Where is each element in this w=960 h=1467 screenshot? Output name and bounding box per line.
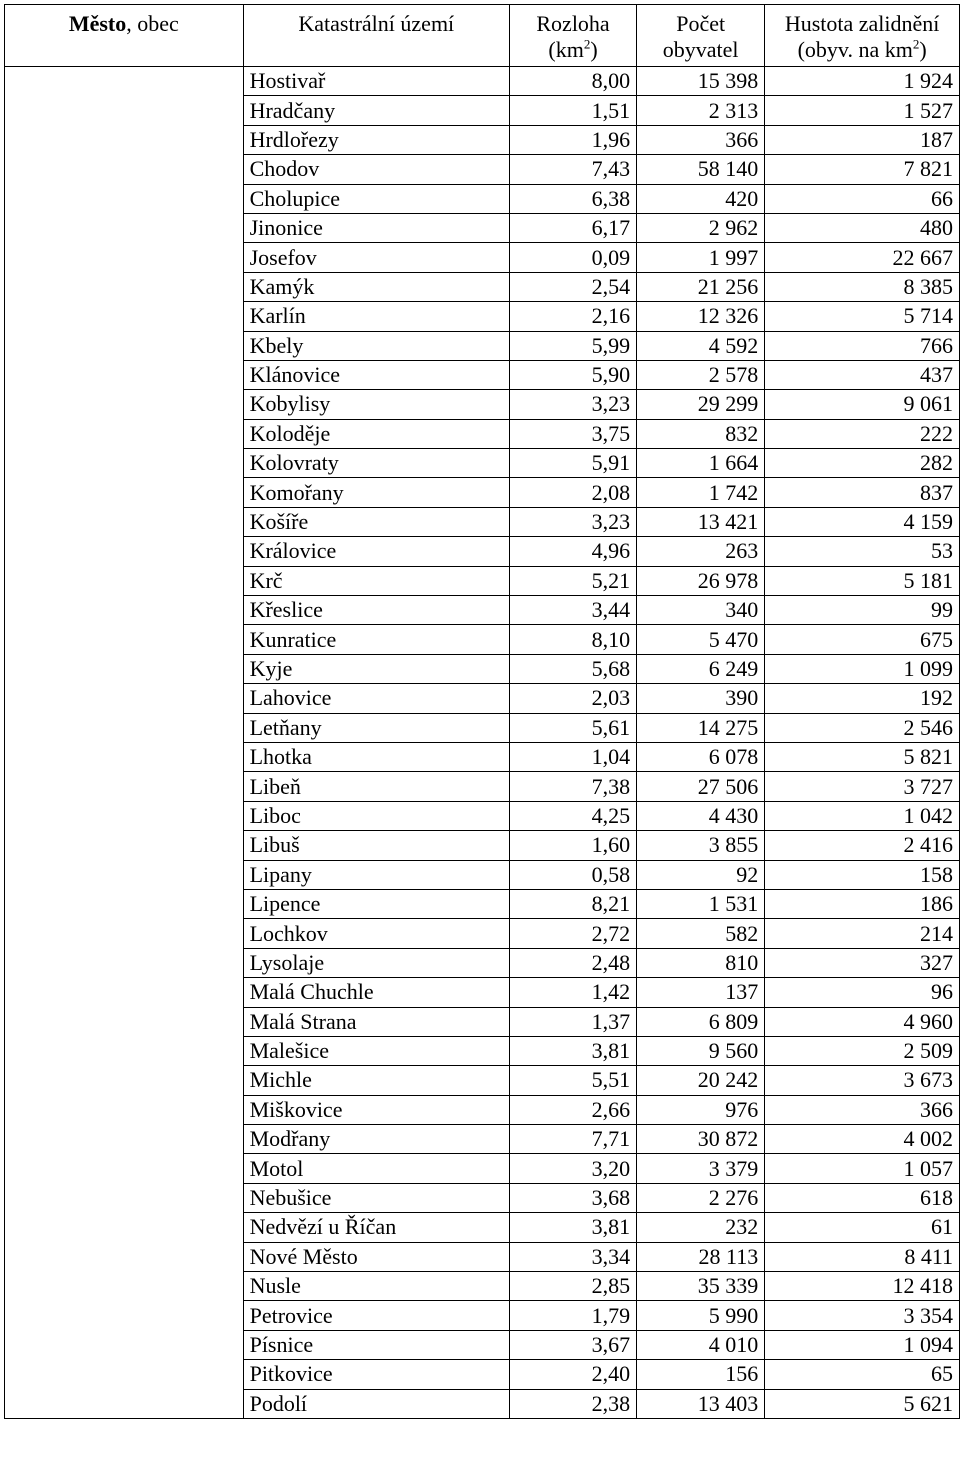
area-value: 4,25 [510,801,637,830]
population-value: 1 531 [637,889,765,918]
table-row [5,713,960,742]
city-cell [5,1125,244,1154]
cadastral-name: Kobylisy [243,390,509,419]
population-value: 27 506 [637,772,765,801]
city-cell [5,213,244,242]
density-value: 1 042 [765,801,960,830]
density-value: 2 546 [765,713,960,742]
population-value: 2 276 [637,1183,765,1212]
cadastral-name: Královice [243,537,509,566]
cadastral-name: Lipany [243,860,509,889]
cadastral-name: Libeň [243,772,509,801]
cadastral-name: Podolí [243,1389,509,1418]
density-value: 12 418 [765,1272,960,1301]
table-row [5,654,960,683]
table-row [5,1389,960,1418]
city-cell [5,1183,244,1212]
density-value: 65 [765,1360,960,1389]
city-cell [5,184,244,213]
area-value: 0,09 [510,243,637,272]
table-row [5,1330,960,1359]
density-value: 5 621 [765,1389,960,1418]
population-value: 582 [637,919,765,948]
population-value: 58 140 [637,155,765,184]
cadastral-name: Petrovice [243,1301,509,1330]
city-cell [5,801,244,830]
table-row [5,1272,960,1301]
cadastral-name: Lysolaje [243,948,509,977]
population-value: 6 078 [637,742,765,771]
area-value: 8,21 [510,889,637,918]
cadastral-name: Kyje [243,654,509,683]
density-value: 9 061 [765,390,960,419]
population-value: 26 978 [637,566,765,595]
area-value: 0,58 [510,860,637,889]
area-value: 3,23 [510,507,637,536]
cadastral-name: Motol [243,1154,509,1183]
area-value: 5,99 [510,331,637,360]
population-value: 28 113 [637,1242,765,1271]
header-population: Počet obyvatel [637,5,765,67]
table-row [5,742,960,771]
table-row [5,272,960,301]
table-row [5,919,960,948]
cadastral-name: Pitkovice [243,1360,509,1389]
area-value: 6,17 [510,213,637,242]
population-value: 9 560 [637,1036,765,1065]
city-cell [5,978,244,1007]
table-row [5,860,960,889]
density-value: 61 [765,1213,960,1242]
city-cell [5,596,244,625]
table-row [5,1301,960,1330]
density-value: 222 [765,419,960,448]
cadastral-name: Křeslice [243,596,509,625]
table-row [5,449,960,478]
table-row [5,390,960,419]
population-value: 4 430 [637,801,765,830]
density-value: 22 667 [765,243,960,272]
density-value: 366 [765,1095,960,1124]
density-value: 186 [765,889,960,918]
area-value: 3,34 [510,1242,637,1271]
density-value: 8 385 [765,272,960,301]
table-row [5,1095,960,1124]
area-value: 6,38 [510,184,637,213]
city-cell [5,67,244,96]
population-value: 340 [637,596,765,625]
city-cell [5,1272,244,1301]
density-value: 66 [765,184,960,213]
area-value: 2,38 [510,1389,637,1418]
table-row [5,889,960,918]
city-cell [5,302,244,331]
cadastral-name: Letňany [243,713,509,742]
density-value: 327 [765,948,960,977]
population-value: 420 [637,184,765,213]
city-cell [5,478,244,507]
area-value: 5,61 [510,713,637,742]
city-cell [5,1154,244,1183]
cadastral-name: Cholupice [243,184,509,213]
density-value: 5 714 [765,302,960,331]
population-value: 30 872 [637,1125,765,1154]
density-value: 5 181 [765,566,960,595]
cadastral-name: Nusle [243,1272,509,1301]
density-value: 618 [765,1183,960,1212]
cadastral-name: Josefov [243,243,509,272]
area-value: 2,72 [510,919,637,948]
population-value: 21 256 [637,272,765,301]
population-value: 137 [637,978,765,1007]
table-row [5,1066,960,1095]
area-value: 2,54 [510,272,637,301]
table-row [5,67,960,96]
area-value: 1,42 [510,978,637,1007]
city-cell [5,889,244,918]
table-row [5,625,960,654]
table-row [5,831,960,860]
header-city: Město, obec [5,5,244,67]
density-value: 53 [765,537,960,566]
density-value: 192 [765,684,960,713]
cadastral-name: Krč [243,566,509,595]
area-value: 1,37 [510,1007,637,1036]
table-row [5,302,960,331]
density-value: 837 [765,478,960,507]
city-cell [5,1389,244,1418]
density-value: 3 354 [765,1301,960,1330]
table-row [5,419,960,448]
density-value: 214 [765,919,960,948]
cadastral-name: Malešice [243,1036,509,1065]
population-value: 12 326 [637,302,765,331]
table-row [5,507,960,536]
area-value: 8,10 [510,625,637,654]
table-row [5,1360,960,1389]
density-value: 4 960 [765,1007,960,1036]
table-row [5,1183,960,1212]
density-value: 4 002 [765,1125,960,1154]
table-row [5,155,960,184]
population-value: 20 242 [637,1066,765,1095]
header-density: Hustota zalidnění (obyv. na $km^2$) [765,5,960,67]
cadastral-name: Lochkov [243,919,509,948]
population-value: 15 398 [637,67,765,96]
density-value: 187 [765,125,960,154]
table-row [5,978,960,1007]
density-value: 1 057 [765,1154,960,1183]
city-cell [5,1213,244,1242]
table-row [5,1242,960,1271]
cadastral-name: Kolovraty [243,449,509,478]
cadastral-name: Kbely [243,331,509,360]
city-cell [5,625,244,654]
area-value: 3,81 [510,1036,637,1065]
cadastral-name: Hradčany [243,96,509,125]
cadastral-name: Liboc [243,801,509,830]
area-value: 3,75 [510,419,637,448]
area-value: 3,68 [510,1183,637,1212]
area-value: 2,66 [510,1095,637,1124]
table-row [5,772,960,801]
table-row [5,537,960,566]
table-row [5,684,960,713]
cadastral-name: Miškovice [243,1095,509,1124]
cadastral-name: Michle [243,1066,509,1095]
cadastral-name: Chodov [243,155,509,184]
population-value: 390 [637,684,765,713]
cadastral-name: Hrdlořezy [243,125,509,154]
density-value: 1 099 [765,654,960,683]
population-value: 1 742 [637,478,765,507]
area-value: 7,71 [510,1125,637,1154]
population-value: 156 [637,1360,765,1389]
city-cell [5,272,244,301]
area-value: 3,44 [510,596,637,625]
table-row [5,213,960,242]
cadastral-name: Nové Město [243,1242,509,1271]
population-value: 366 [637,125,765,154]
area-value: 5,91 [510,449,637,478]
population-value: 5 990 [637,1301,765,1330]
population-value: 4 010 [637,1330,765,1359]
area-value: 4,96 [510,537,637,566]
table-body [5,67,960,1419]
table-row [5,801,960,830]
header-cadastral: Katastrální území [243,5,509,67]
population-value: 4 592 [637,331,765,360]
city-cell [5,742,244,771]
density-value: 4 159 [765,507,960,536]
population-table [4,4,960,1419]
population-value: 263 [637,537,765,566]
cadastral-name: Kamýk [243,272,509,301]
density-value: 96 [765,978,960,1007]
area-value: 1,96 [510,125,637,154]
area-value: 5,90 [510,360,637,389]
city-cell [5,1301,244,1330]
table-row [5,478,960,507]
area-value: 3,20 [510,1154,637,1183]
cadastral-name: Komořany [243,478,509,507]
table-row [5,948,960,977]
city-cell [5,125,244,154]
city-cell [5,1066,244,1095]
density-value: 3 727 [765,772,960,801]
density-value: 7 821 [765,155,960,184]
city-cell [5,360,244,389]
population-value: 14 275 [637,713,765,742]
table-row [5,125,960,154]
density-value: 437 [765,360,960,389]
population-value: 3 855 [637,831,765,860]
cadastral-name: Karlín [243,302,509,331]
city-cell [5,1360,244,1389]
density-value: 480 [765,213,960,242]
density-value: 158 [765,860,960,889]
density-value: 8 411 [765,1242,960,1271]
cadastral-name: Libuš [243,831,509,860]
city-cell [5,1036,244,1065]
table-row [5,96,960,125]
population-value: 2 962 [637,213,765,242]
city-cell [5,419,244,448]
cadastral-name: Hostivař [243,67,509,96]
population-value: 832 [637,419,765,448]
density-value: 1 527 [765,96,960,125]
population-value: 1 664 [637,449,765,478]
city-cell [5,537,244,566]
density-value: 2 509 [765,1036,960,1065]
cadastral-name: Malá Strana [243,1007,509,1036]
area-value: 7,43 [510,155,637,184]
cadastral-name: Lipence [243,889,509,918]
city-cell [5,390,244,419]
cadastral-name: Modřany [243,1125,509,1154]
city-cell [5,155,244,184]
population-value: 13 403 [637,1389,765,1418]
population-value: 5 470 [637,625,765,654]
density-value: 1 924 [765,67,960,96]
table-row [5,1036,960,1065]
city-cell [5,449,244,478]
table-header [5,5,960,67]
area-value: 7,38 [510,772,637,801]
cadastral-name: Lhotka [243,742,509,771]
density-value: 2 416 [765,831,960,860]
area-value: 3,67 [510,1330,637,1359]
cadastral-name: Písnice [243,1330,509,1359]
area-value: 1,51 [510,96,637,125]
cadastral-name: Kunratice [243,625,509,654]
density-value: 3 673 [765,1066,960,1095]
population-value: 976 [637,1095,765,1124]
city-cell [5,566,244,595]
table-row [5,1125,960,1154]
cadastral-name: Nebušice [243,1183,509,1212]
population-value: 13 421 [637,507,765,536]
city-cell [5,860,244,889]
area-value: 8,00 [510,67,637,96]
area-value: 2,08 [510,478,637,507]
population-value: 810 [637,948,765,977]
cadastral-name: Košíře [243,507,509,536]
population-value: 92 [637,860,765,889]
city-cell [5,1330,244,1359]
city-cell [5,331,244,360]
table-row [5,360,960,389]
table-row [5,1154,960,1183]
cadastral-name: Malá Chuchle [243,978,509,1007]
city-cell [5,243,244,272]
city-cell [5,919,244,948]
population-value: 2 578 [637,360,765,389]
cadastral-name: Klánovice [243,360,509,389]
area-value: 2,16 [510,302,637,331]
population-value: 3 379 [637,1154,765,1183]
header-row [5,5,960,67]
area-value: 5,51 [510,1066,637,1095]
density-value: 282 [765,449,960,478]
population-value: 29 299 [637,390,765,419]
table-row [5,1213,960,1242]
density-value: 99 [765,596,960,625]
city-cell [5,831,244,860]
population-value: 2 313 [637,96,765,125]
area-value: 2,40 [510,1360,637,1389]
population-value: 35 339 [637,1272,765,1301]
population-value: 1 997 [637,243,765,272]
city-cell [5,1095,244,1124]
city-cell [5,772,244,801]
population-value: 232 [637,1213,765,1242]
area-value: 5,21 [510,566,637,595]
population-value: 6 249 [637,654,765,683]
city-cell [5,654,244,683]
city-cell [5,684,244,713]
area-value: 1,60 [510,831,637,860]
cadastral-name: Koloděje [243,419,509,448]
city-cell [5,507,244,536]
area-value: 2,03 [510,684,637,713]
table-row [5,331,960,360]
cadastral-name: Nedvězí u Říčan [243,1213,509,1242]
area-value: 1,79 [510,1301,637,1330]
cadastral-name: Lahovice [243,684,509,713]
density-value: 766 [765,331,960,360]
area-value: 5,68 [510,654,637,683]
table-row [5,184,960,213]
city-cell [5,1242,244,1271]
area-value: 1,04 [510,742,637,771]
density-value: 1 094 [765,1330,960,1359]
area-value: 3,23 [510,390,637,419]
density-value: 5 821 [765,742,960,771]
density-value: 675 [765,625,960,654]
area-value: 2,85 [510,1272,637,1301]
city-cell [5,96,244,125]
city-cell [5,713,244,742]
table-row [5,1007,960,1036]
table-row [5,596,960,625]
city-cell [5,948,244,977]
table-row [5,566,960,595]
area-value: 3,81 [510,1213,637,1242]
population-value: 6 809 [637,1007,765,1036]
table-row [5,243,960,272]
cadastral-name: Jinonice [243,213,509,242]
header-area: Rozloha $(km^2)$ [510,5,637,67]
area-value: 2,48 [510,948,637,977]
city-cell [5,1007,244,1036]
